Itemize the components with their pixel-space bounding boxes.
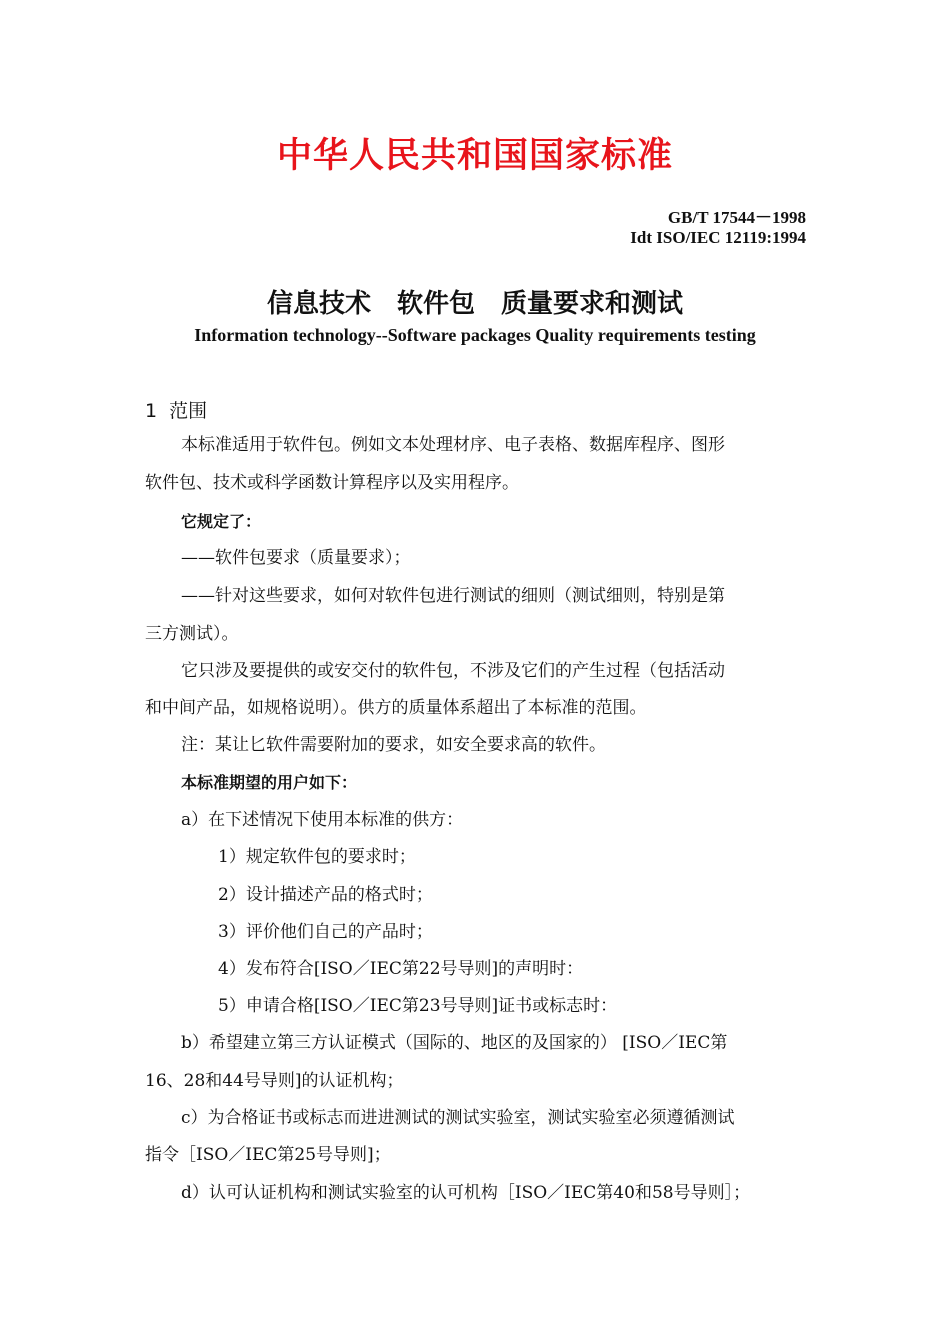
paragraph-line: 本标准期望的用户如下： — [181, 773, 358, 792]
paragraph-line: 本标准适用于软件包。例如文本处理材序、电子表格、数据库程序、图形 — [181, 435, 725, 455]
paragraph-line: 它只涉及要提供的或安交付的软件包，不涉及它们的产生过程（包括活动 — [181, 661, 725, 681]
document-title-cn: 信息技术 软件包 质量要求和测试 — [266, 289, 683, 319]
paragraph-line: 软件包、技术或科学函数计算程序以及实用程序。 — [145, 473, 519, 493]
idt-reference: Idt ISO/IEC 12119:1994 — [630, 228, 806, 247]
paragraph-line: ——软件包要求（质量要求）； — [181, 548, 411, 568]
paragraph-line: 注：某让匕软件需要附加的要求，如安全要求高的软件。 — [181, 735, 606, 755]
document-title-en: Information technology--Software packages Quality requirements testing — [194, 325, 756, 345]
list-item: c）为合格证书或标志而进进测试的测试实验室，测试实验室必须遵循测试 — [181, 1108, 735, 1128]
list-item: 5）申请合格[ISO／IEC第23号导则]证书或标志时： — [218, 996, 618, 1016]
national-standard-title: 中华人民共和国国家标准 — [276, 136, 673, 176]
list-item: 3）评价他们自己的产品时； — [218, 922, 433, 942]
list-item: 指令［ISO／IEC第25号导则]； — [145, 1145, 391, 1165]
paragraph-line: 和中间产品，如规格说明）。供方的质量体系超出了本标准的范围。 — [145, 698, 647, 718]
paragraph-line: 三方测试）。 — [145, 624, 239, 644]
list-item: 4）发布符合[ISO／IEC第22号导则]的声明时： — [218, 959, 584, 979]
list-item: 16、28和44号导则]的认证机构； — [145, 1071, 404, 1091]
list-item: 2）设计描述产品的格式时； — [218, 885, 433, 905]
paragraph-line: ——针对这些要求，如何对软件包进行测试的细则（测试细则，特别是第 — [181, 586, 725, 606]
list-item: d）认可认证机构和测试实验室的认可机构［ISO／IEC第40和58号导则］； — [181, 1183, 751, 1203]
standard-number: GB/T 17544－1998 — [667, 208, 806, 227]
list-item: 1）规定软件包的要求时； — [218, 847, 416, 867]
paragraph-line: 它规定了： — [181, 512, 262, 531]
list-item: b）希望建立第三方认证模式（国际的、地区的及国家的） [ISO／IEC第 — [181, 1033, 728, 1053]
section-heading-scope: 1 范围 — [145, 400, 208, 422]
list-item: a）在下述情况下使用本标准的供方： — [181, 810, 464, 830]
